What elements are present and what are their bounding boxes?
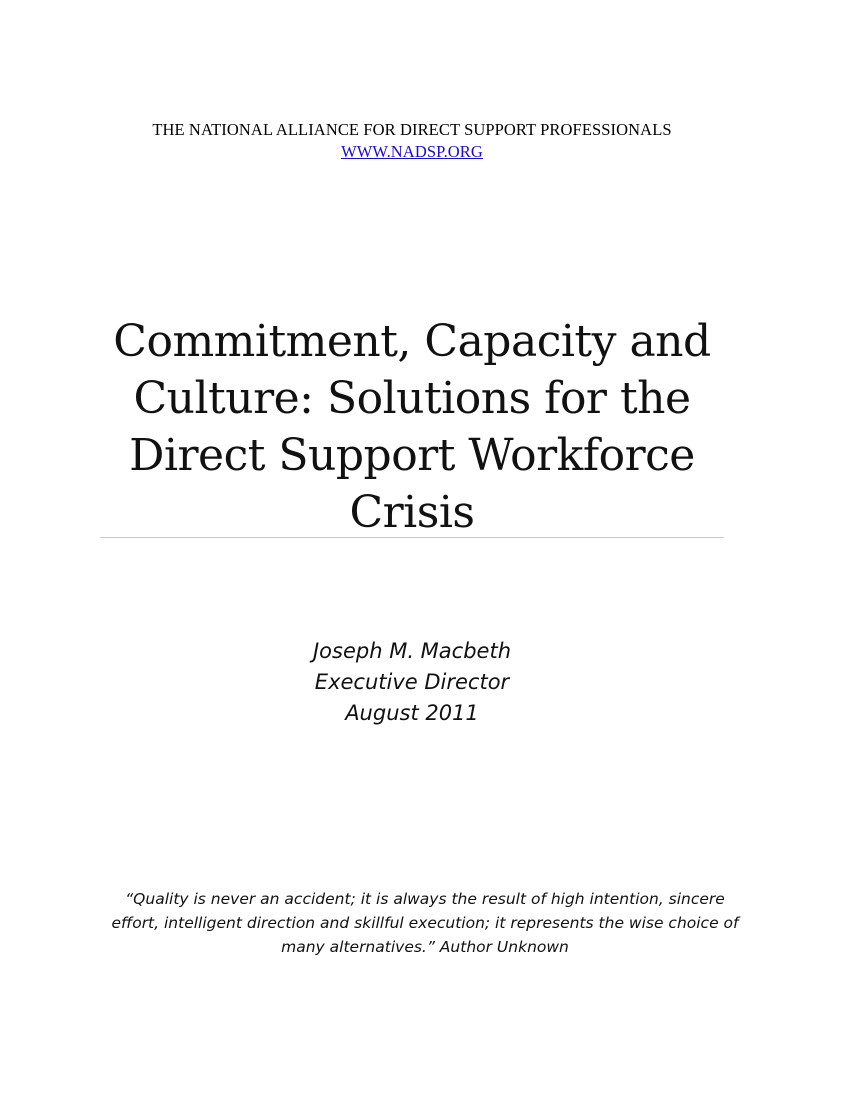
organization-name: THE NATIONAL ALLIANCE FOR DIRECT SUPPORT PROFESSIONALS (152, 120, 672, 139)
quote-line: many alternatives.” Author Unknown (281, 938, 569, 956)
title-line: Crisis (349, 487, 475, 538)
document-title (100, 313, 724, 541)
quote-line: “Quality is never an accident; it is always the result of high intention, sincere (125, 890, 725, 908)
title-divider (100, 537, 724, 538)
author-name: Joseph M. Macbeth (312, 639, 511, 663)
quote-line: effort, intelligent direction and skillful execution; it represents the wise choice of (111, 914, 739, 932)
title-line: Culture: Solutions for the (133, 373, 691, 424)
author-block (100, 636, 724, 729)
epigraph-quote (100, 887, 750, 959)
website-link[interactable]: WWW.NADSP.ORG (341, 142, 483, 161)
title-line: Direct Support Workforce (129, 430, 695, 481)
organization-header (0, 119, 824, 163)
title-line: Commitment, Capacity and (113, 316, 711, 367)
publication-date: August 2011 (345, 701, 479, 725)
author-role: Executive Director (314, 670, 510, 694)
